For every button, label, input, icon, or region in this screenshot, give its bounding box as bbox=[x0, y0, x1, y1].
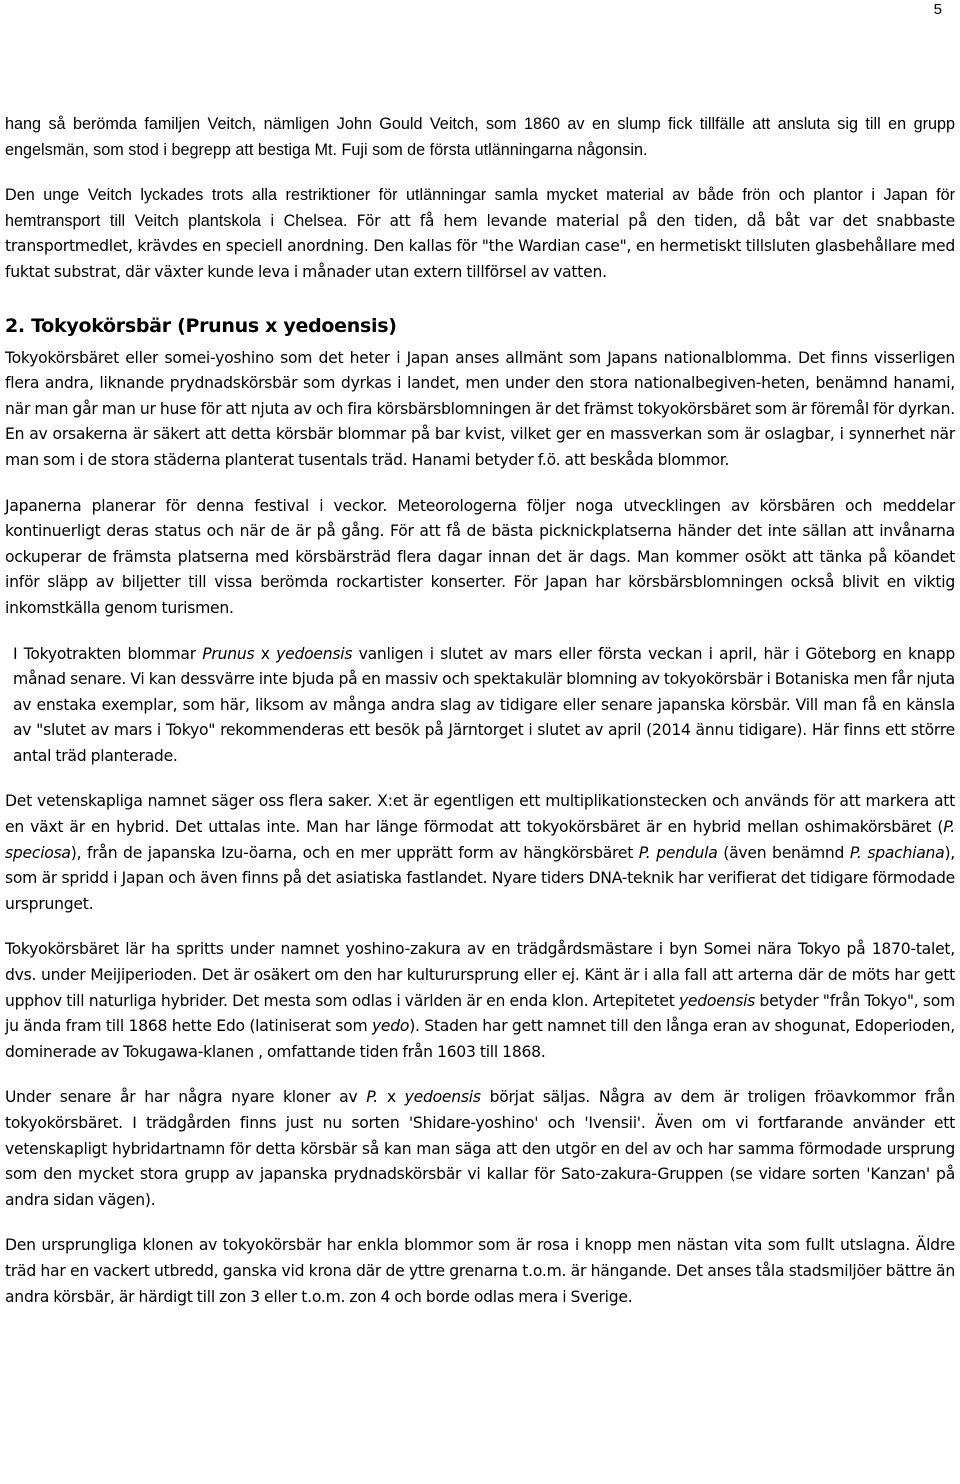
text-run: betyder "från Tokyo", som ju ända fram till 1868 hette Edo (latiniserat som bbox=[5, 991, 955, 1036]
italic-genus: Prunus bbox=[202, 644, 255, 663]
text-run: Det vetenskapliga namnet säger oss flera saker. X:et är egentligen ett multiplikationstecken och används för att markera att en växt är en hybrid. Det uttalas inte. Man har länge förmodat att tokyokörsbäret är en hybrid mellan oshimakörsbäret ( bbox=[5, 792, 955, 837]
text-run: ). Staden har gett namnet till den långa eran av shogunat, Edoperioden, dominerade av Tokugawa-klanen , omfattande tiden från 1603 till 1868. bbox=[5, 1017, 955, 1061]
text-run: x bbox=[377, 1088, 405, 1107]
text-run: ), som är spridd i Japan och även finns på det asiatiska fastlandet. Nyare tiders DNA-teknik har verifierat det tidigare förmodade ursprunget. bbox=[5, 843, 956, 913]
italic-genus: P. bbox=[366, 1088, 378, 1107]
sentence-veitch-collecting: Den unge Veitch lyckades trots alla restriktioner för utlänningar samla mycket material av både frön och plantor i Japan för hemtransport till Veitch plantskola i Chelsea. bbox=[5, 186, 955, 230]
italic-latin: yedo bbox=[371, 1017, 410, 1036]
paragraph-scientific-name bbox=[5, 789, 955, 917]
paragraph-hanami: Tokyokörsbäret eller somei-yoshino som det heter i Japan anses allmänt som Japans nationalblomma. Det finns visserligen flera andra, liknande prydnadskörsbär som dyrkas i landet, men under den stora nationalbegiven-heten, benämnd hanami, när man går man ur huse för att njuta av och fira körsbärsblomningen är det främst tokyokörsbäret som är föremål för dyrkan. En av orsakerna är säkert att detta körsbär blommar på bar kvist, vilket ger en massverkan som är oslagbar, i synnerhet när man som i de stora städerna planterat tusentals träd. Hanami betyder f.ö. att beskåda blommor. bbox=[5, 348, 955, 469]
italic-species: P. spachiana bbox=[849, 843, 945, 862]
text-run: Tokyokörsbäret lär ha spritts under namnet yoshino-zakura av en trädgårdsmästare i byn Somei nära Tokyo på 1870-talet, dvs. under Meijiperioden. Det är osäkert om den har kulturursprung eller ej. Känt är i alla fall att arterna där de möts har gett upphov till naturliga hybrider. Det mesta som odlas i världen är en enda klon. Artepitetet bbox=[5, 940, 955, 1010]
paragraph-original-clone: Den ursprungliga klonen av tokyokörsbär har enkla blommor som är rosa i knopp men nästan vita som fullt utslagna. Äldre träd har en vackert utbredd, ganska vid krona där de yttre grenarna t.o.m. är hängande. Det anses tåla stadsmiljöer bättre än andra körsbär, är härdigt till zon 3 eller t.o.m. zon 4 och borde odlas mera i Sverige. bbox=[5, 1236, 955, 1306]
page-number: 5 bbox=[933, 1, 942, 18]
text-run: Under senare år har några nyare kloner av bbox=[5, 1088, 367, 1107]
text-run: börjat säljas. Några av dem är troligen fröavkommor från tokyokörsbäret. I trädgården finns just nu sorten 'Shidare-yoshino' och 'Ivensii'. Även om vi fortfarande använder ett vetenskapligt hybridartnamn för detta körsbär så kan man säga att den utgör en del av och har samma förmodade ursprung som den mycket stora grupp av japanska prydnadskörsbär vi kallar för Sato-zakura-Gruppen (se vidare sorten 'Kanzan' på andra sidan vägen). bbox=[5, 1088, 955, 1209]
paragraph-new-clones bbox=[5, 1085, 955, 1213]
text-run: ), från de japanska Izu-öarna, och en mer upprätt form av hängkörsbäret bbox=[70, 843, 639, 862]
text-run: vanligen i slutet av mars eller första veckan i april, här i Göteborg en knapp månad senare. Vi kan dessvärre inte bjuda på en massiv och spektakulär blomning av tokyokörsbär i Botaniska men får njuta av enstaka exemplar, som här, liksom av många andra slag av tidigare eller senare japanska körsbär. Vill man få en känsla av "slutet av mars i Tokyo" rekommenderas ett besök på Järntorget i slutet av april (2014 ännu tidigare). Här finns ett större antal träd planterade. bbox=[13, 644, 955, 765]
italic-species: P. pendula bbox=[638, 843, 718, 862]
section-heading-tokyokorsbar: 2. Tokyokörsbär (Prunus x yedoensis) bbox=[5, 314, 397, 337]
paragraph-flowering-time bbox=[5, 642, 955, 770]
sentence-wardian-case: För att få hem levande material på den tiden, då båt var det snabbaste transportmedlet, krävdes en speciell anordning. Den kallas för "the Wardian case", en hermetiskt tillsluten glasbehållare med fuktat substrat, där växter kunde leva i månader utan extern tillförsel av vatten. bbox=[5, 211, 956, 281]
text-run: x bbox=[254, 644, 277, 663]
text-run: (även benämnd bbox=[717, 843, 850, 862]
text-run: I Tokyotrakten blommar bbox=[13, 644, 203, 663]
paragraph-veitch-family: hang så berömda familjen Veitch, nämligen John Gould Veitch, som 1860 av en slump fick tillfälle att ansluta sig till en grupp engelsmän, som stod i begrepp att bestiga Mt. Fuji som de första utlänningarna någonsin. bbox=[5, 115, 955, 159]
paragraph-festival: Japanerna planerar för denna festival i veckor. Meteorologerna följer noga utvecklingen av körsbären och meddelar kontinuerligt deras status och när de är på gång. För att få de bästa picknickplatserna händer det inte sällan att invånarna ockuperar de främsta platserna med körsbärsträd flera dagar innan det är dags. Man kommer osökt att tänka på köandet inför släpp av biljetter till vissa berömda rockartister konserter. För Japan har körsbärsblomningen också blivit en viktig inkomstkälla genom turismen. bbox=[5, 496, 955, 617]
italic-epithet: yedoensis bbox=[276, 644, 353, 663]
paragraph-veitch-collecting bbox=[5, 183, 955, 285]
italic-epithet: yedoensis bbox=[404, 1088, 481, 1107]
document-body bbox=[5, 112, 955, 1310]
italic-epithet: yedoensis bbox=[678, 991, 756, 1010]
italic-species: P. speciosa bbox=[5, 818, 955, 862]
paragraph-history bbox=[5, 937, 955, 1065]
